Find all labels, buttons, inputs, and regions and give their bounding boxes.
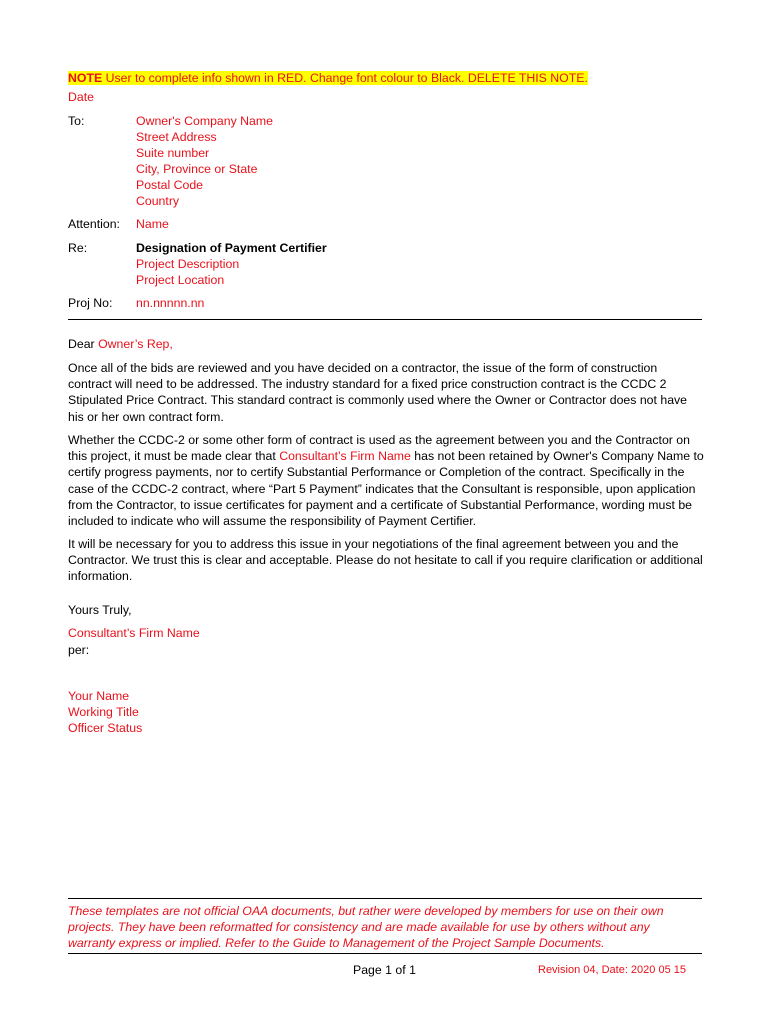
address-line: Street Address <box>136 130 217 145</box>
proj-no-label: Proj No: <box>68 296 113 310</box>
per-label: per: <box>68 643 90 657</box>
footer-divider-bottom <box>68 953 702 954</box>
paragraph-1: Once all of the bids are reviewed and you have decided on a contractor, the issue of the form of construction contract will need to be addressed. The industry standard for a fixed price construction contract is the CCDC 2 Stipulated Price Contract. This standard contract is commonly used where the Owner or Contractor does not have his or her own contract form. <box>68 361 688 424</box>
signer-title: Working Title <box>68 705 139 719</box>
date-field: Date <box>68 90 94 104</box>
re-label: Re: <box>68 241 88 255</box>
signer-status: Officer Status <box>68 721 143 735</box>
proj-no-value: nn.nnnnn.nn <box>136 296 205 310</box>
attention-value: Name <box>136 217 169 231</box>
footer-divider-top <box>68 898 702 899</box>
attention-label: Attention: <box>68 217 120 231</box>
address-line: City, Province or State <box>136 162 258 177</box>
address-line: Owner's Company Name <box>136 114 273 128</box>
subject-title: Designation of Payment Certifier <box>136 241 327 255</box>
project-location: Project Location <box>136 273 225 287</box>
note-label: NOTE <box>68 71 103 85</box>
project-description: Project Description <box>136 257 240 271</box>
header-divider <box>68 319 702 320</box>
salutation <box>68 337 173 351</box>
paragraph-2-text-b: has not been retained by Owner's Company Name to certify progress payments, nor to certify Substantial Performance or Completion of the contract. Specifically in the case of the CCDC-2 contract, where “Part 5 Payment” indicates that the Consultant is responsible, upon application from the Contractor, to issue certificates for payment and a certificate of Substantial Performance, wording must be included to indicate who will assume the responsibility of Payment Certifier. <box>68 449 704 529</box>
address-line: Country <box>136 194 180 209</box>
instruction-note <box>68 71 588 85</box>
revision-date: Revision 04, Date: 2020 05 15 <box>538 964 686 976</box>
to-label: To: <box>68 114 85 128</box>
signer-name: Your Name <box>68 689 130 703</box>
page-number: Page 1 of 1 <box>353 963 416 977</box>
consultant-firm-inline: Consultant’s Firm Name <box>279 449 411 464</box>
paragraph-2-text-a: Whether the CCDC-2 or some other form of contract is used as the agreement between you and the Contractor on this project, it must be made clear that <box>68 433 690 464</box>
closing-line: Yours Truly, <box>68 603 132 617</box>
salutation-name: Owner’s Rep, <box>98 337 173 351</box>
recipient-address <box>136 113 273 210</box>
paragraph-3: It will be necessary for you to address this issue in your negotiations of the final agreement between you and the Contractor. We trust this is clear and acceptable. Please do not hesitate to call if you require clarification or additional information. <box>68 537 703 584</box>
footer-disclaimer: These templates are not official OAA documents, but rather were developed by members for use on their own projects. They have been reformatted for consistency and are made available for use by others without any warranty express or implied. Refer to the Guide to Management of the Project Sample Documents. <box>68 904 664 950</box>
address-line: Suite number <box>136 146 210 161</box>
consultant-firm-name: Consultant’s Firm Name <box>68 626 200 640</box>
note-text: User to complete info shown in RED. Change font colour to Black. DELETE THIS NOTE. <box>102 71 588 85</box>
paragraph-2 <box>68 432 704 529</box>
address-line: Postal Code <box>136 178 203 193</box>
salutation-text: Dear <box>68 337 99 351</box>
